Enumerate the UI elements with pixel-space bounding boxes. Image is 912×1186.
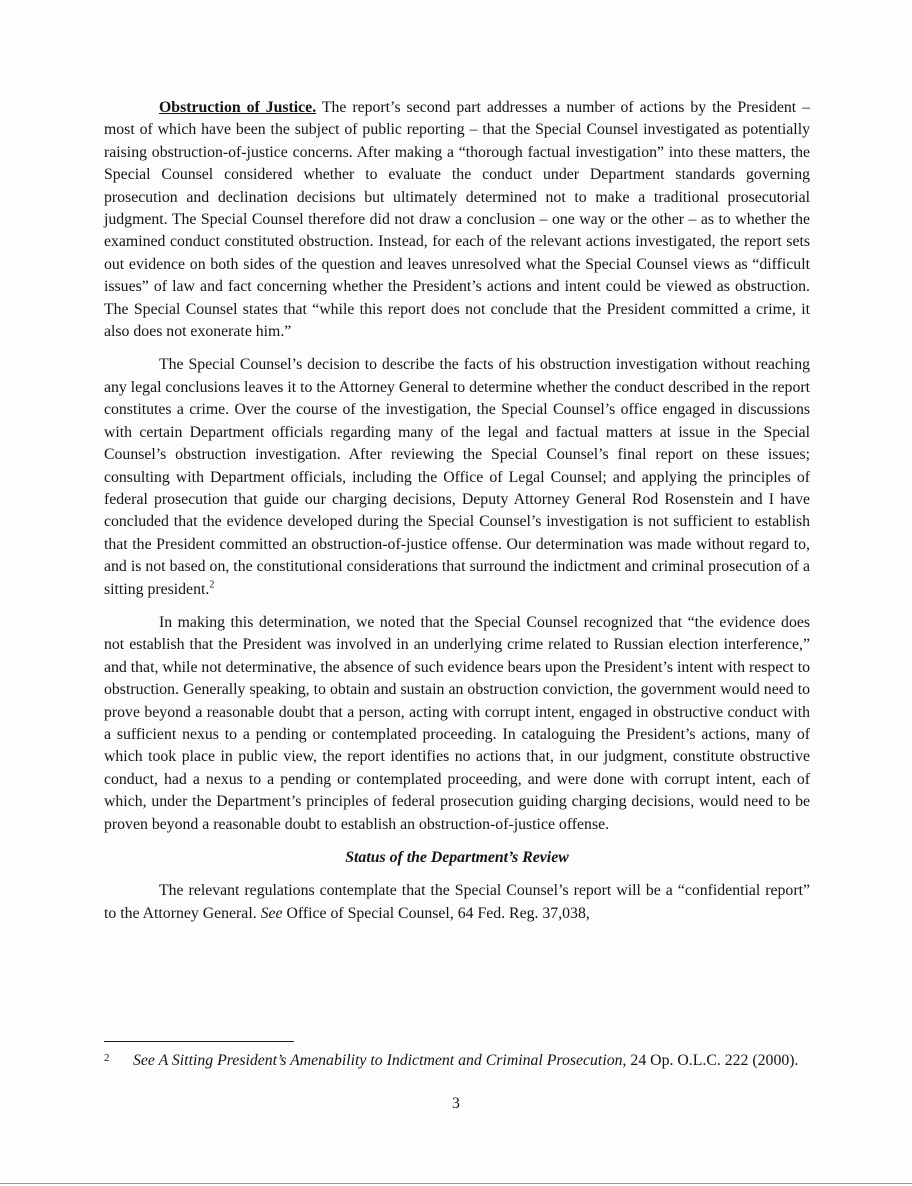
see-signal: See <box>260 904 283 922</box>
paragraph-regulations <box>104 880 810 925</box>
footnote-number: 2 <box>104 1052 110 1064</box>
body-text <box>104 97 810 936</box>
footnote-reference[interactable]: 2 <box>209 579 215 591</box>
footnote-title: See A Sitting President’s Amenability to Indictment and Criminal Prosecution <box>133 1052 623 1069</box>
page-number: 3 <box>452 1095 460 1112</box>
paragraph-text: The report’s second part addresses a number of actions by the President – most of which have been the subject of public reporting – that the Special Counsel investigated as potentially raising obstruction-of-justice concerns. After making a “thorough factual investigation” into these matters, the Special Counsel considered whether to evaluate the conduct under Department standards governing prosecution and declination decisions but ultimately determined not to make a traditional prosecutorial judgment. The Special Counsel therefore did not draw a conclusion – one way or the other – as to whether the examined conduct constituted obstruction. Instead, for each of the relevant actions investigated, the report sets out evidence on both sides of the question and leaves unresolved what the Special Counsel views as “difficult issues” of law and fact concerning whether the President’s actions and intent could be viewed as obstruction. The Special Counsel states that “while this report does not conclude that the President committed a crime, it also does not exonerate him.” <box>104 99 810 341</box>
paragraph-text: Office of Special Counsel, 64 Fed. Reg. 37,038, <box>282 904 590 922</box>
footnote-citation: , 24 Op. O.L.C. 222 (2000). <box>622 1052 799 1069</box>
paragraph-obstruction <box>104 97 810 343</box>
footnote-divider <box>104 1041 294 1042</box>
section-heading: Status of the Department’s Review <box>345 849 569 866</box>
paragraph-text: In making this determination, we noted that the Special Counsel recognized that “the evidence does not establish that the President was involved in an underlying crime related to Russian election interference,” and that, while not determinative, the absence of such evidence bears upon the President’s intent with respect to obstruction. Generally speaking, to obtain and sustain an obstruction conviction, the government would need to prove beyond a reasonable doubt that a person, acting with corrupt intent, engaged in obstructive conduct with a sufficient nexus to a pending or contemplated proceeding. In cataloguing the President’s actions, many of which took place in public view, the report identifies no actions that, in our judgment, constitute obstructive conduct, had a nexus to a pending or contemplated proceeding, and were done with corrupt intent, each of which, under the Department’s principles of federal prosecution guiding charging decisions, would need to be proven beyond a reasonable doubt to establish an obstruction-of-justice offense. <box>104 613 810 833</box>
page-bottom-edge <box>0 1183 912 1184</box>
paragraph-determination <box>104 612 810 836</box>
footnote <box>104 1050 810 1071</box>
paragraph-text: The Special Counsel’s decision to describe the facts of his obstruction investigation without reaching any legal conclusions leaves it to the Attorney General to determine whether the conduct described in the report constitutes a crime. Over the course of the investigation, the Special Counsel’s office engaged in discussions with certain Department officials regarding many of the legal and factual matters at issue in the Special Counsel’s obstruction investigation. After reviewing the Special Counsel’s final report on these issues; consulting with Department officials, including the Office of Legal Counsel; and applying the principles of federal prosecution that guide our charging decisions, Deputy Attorney General Rod Rosenstein and I have concluded that the evidence developed during the Special Counsel’s investigation is not sufficient to establish that the President committed an obstruction-of-justice offense. Our determination was made without regard to, and is not based on, the constitutional considerations that surround the indictment and criminal prosecution of a sitting president. <box>104 356 810 598</box>
run-in-heading: Obstruction of Justice. <box>159 99 317 116</box>
paragraph-decision <box>104 354 810 600</box>
paragraph-text: The relevant regulations contemplate that the Special Counsel’s report will be a “confidential report” to the Attorney General. <box>104 882 810 922</box>
